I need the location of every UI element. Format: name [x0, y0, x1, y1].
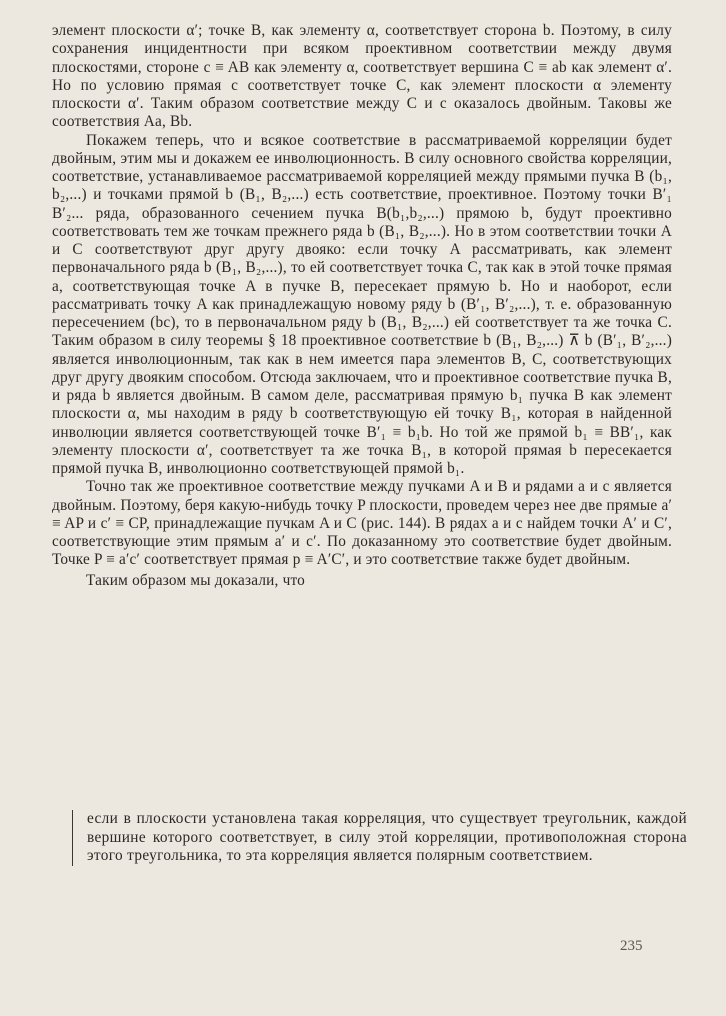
theorem-statement: если в плоскости установлена такая корреляция, что существует треугольник, каждой вершине которого соответствует, в силу этой корреляции, противоположная сторона этого треугольника, то эта корреляция является полярным соответствием.: [72, 810, 687, 866]
body-text: [52, 22, 672, 590]
paragraph-pencils-rows: Точно так же проективное соответствие между пучками A и B и рядами a и c является двойным. Поэтому, беря какую-нибудь точку P плоскости, проведем через нее две прямые a′ ≡ AP и c′ ≡ CP, принадлежащие пучкам A и C (рис. 144). В рядах a и c найдем точки A′ и C′, соответствующие этим прямым a′ и c′. По доказанному это соответствие будет двойным. Точке P ≡ a′c′ соответствует прямая p ≡ A′C′, и это соответствие также будет двойным.: [52, 478, 672, 569]
paragraph-continuation: элемент плоскости α′; точке B, как элементу α, соответствует сторона b. Поэтому, в силу сохранения инцидентности при всяком проективном соответствии между двумя плоскостями, стороне c ≡ AB как элементу α, соответствует вершина C ≡ ab как элемент α′. Но по условию прямая c соответствует точке C, как элемент плоскости α элементу плоскости α′. Таким образом соответствие между C и c оказалось двойным. Таковы же соответствия Aa, Bb.: [52, 22, 672, 131]
page-number: 235: [620, 938, 643, 954]
paragraph-conclusion-lead: Таким образом мы доказали, что: [86, 571, 306, 589]
paragraph-involution-proof: Покажем теперь, что и всякое соответствие в рассматриваемой корреляции будет двойным, этим мы и докажем ее инволюционность. В силу основного свойства корреляции, соответствие, устанавливаемое рассматриваемой корреляцией между прямыми пучка B (b₁, b₂,...) и точками прямой b (B₁, B₂,...) есть соответствие, проективное. Поэтому точки B′₁ B′₂... ряда, образованного сечением пучка B(b₁,b₂,...) прямою b, будут проективно соответствовать тем же точкам прежнего ряда b (B₁, B₂,...). Но в этом соответствии точки A и C соответствуют друг другу двояко: если точку A рассматривать, как элемент первоначального ряда b (B₁, B₂,...), то ей соответствует точка C, так как в этой точке прямая a, соответствующая точке A в пучке B, пересекает прямую b. Но и наоборот, если рассматривать точку A как принадлежащую новому ряду b (B′₁, B′₂,...), т. е. образованную пересечением (bc), то в первоначальном ряду b (B₁, B₂,...) ей соответствует та же точка C. Таким образом в силу теоремы § 18 проективное соответствие b (B₁, B₂,...) ⊼ b (B′₁, B′₂,...) является инволюционным, так как в нем имеется пара элементов B, C, соответствующих друг другу двояким способом. Отсюда заключаем, что и проективное соответствие пучка B, и ряда b является двойным. В самом деле, рассматривая прямую b₁ пучка B как элемент плоскости α, мы находим в ряду b соответствующую ей точку B₁, которая в найденной инволюции является соответствующей точке B′₁ ≡ b₁b. Но той же прямой b₁ ≡ BB′₁, как элементу плоскости α′, соответствует та же точка B₁, в которой прямая b пересекается прямой пучка B, инволюционно соответствующей прямой b₁.: [52, 131, 672, 477]
